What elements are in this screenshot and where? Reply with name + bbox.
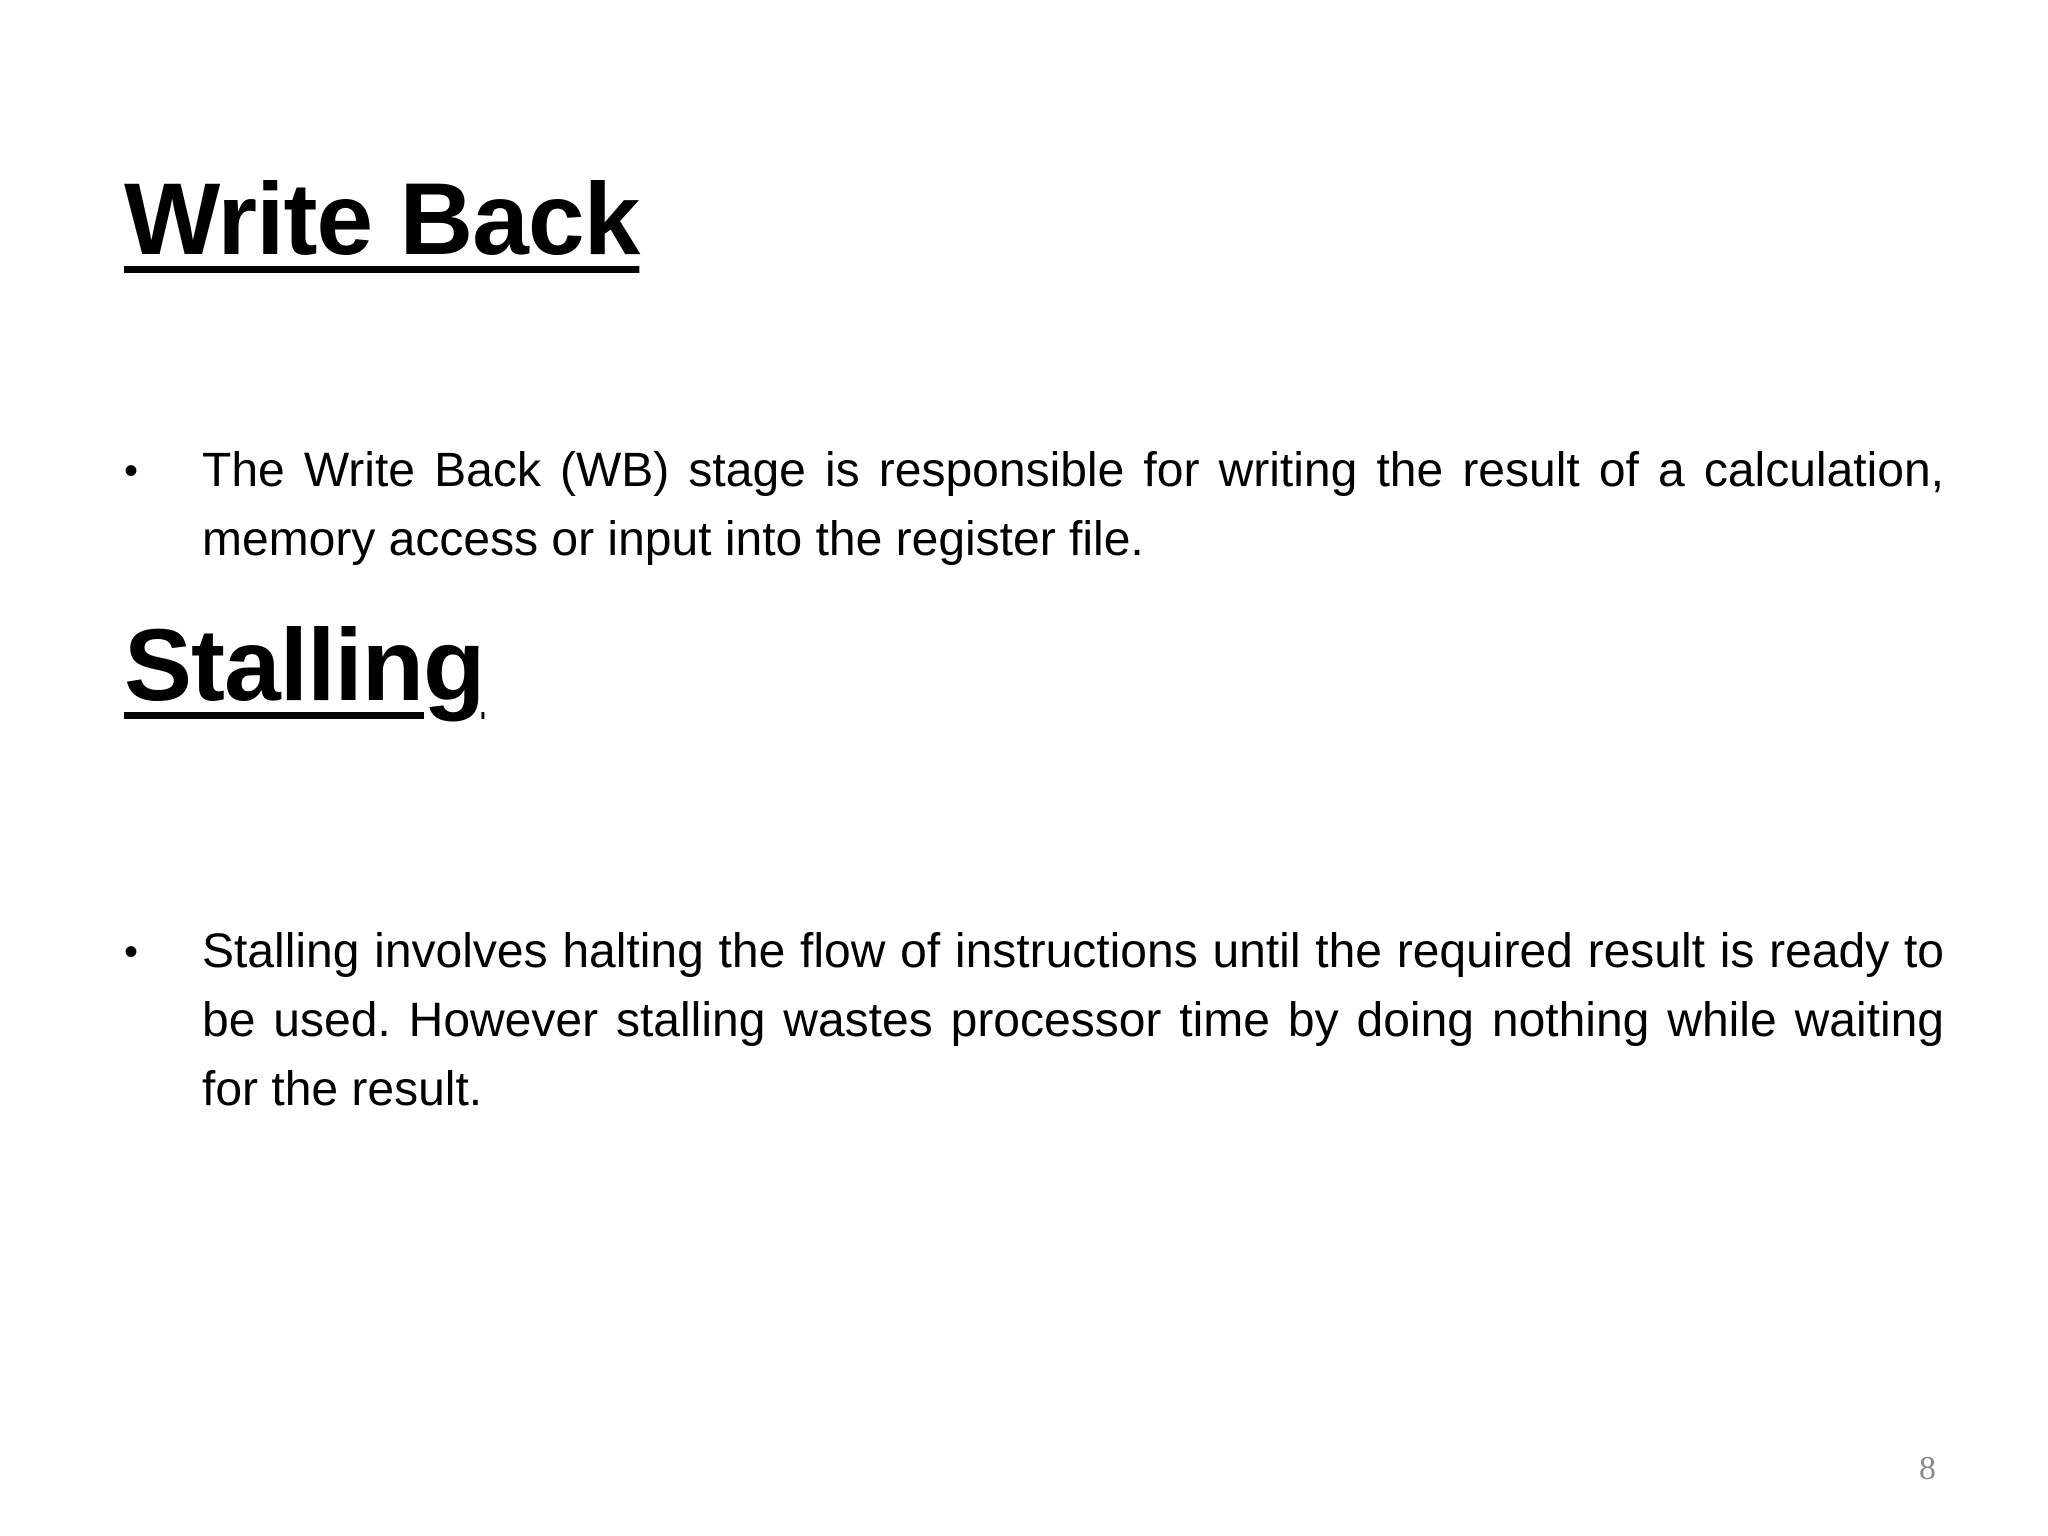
bullet-item [124, 917, 1944, 1124]
bullet-text-stalling: Stalling involves halting the flow of instructions until the required result is ready to be used. However stalling wastes processor time by doing nothing while waiting for the result. [202, 925, 1944, 1116]
page-number: 8 [1919, 1450, 1936, 1487]
bullet-icon: • [124, 930, 139, 974]
heading-stalling: Stalling [124, 608, 485, 722]
heading-write-back: Write Back [124, 162, 640, 276]
bullet-text-write-back: The Write Back (WB) stage is responsible for writing the result of a calculation, memory access or input into the register file. [202, 444, 1944, 566]
bullet-item [124, 436, 1944, 574]
bullet-icon: • [124, 449, 139, 493]
